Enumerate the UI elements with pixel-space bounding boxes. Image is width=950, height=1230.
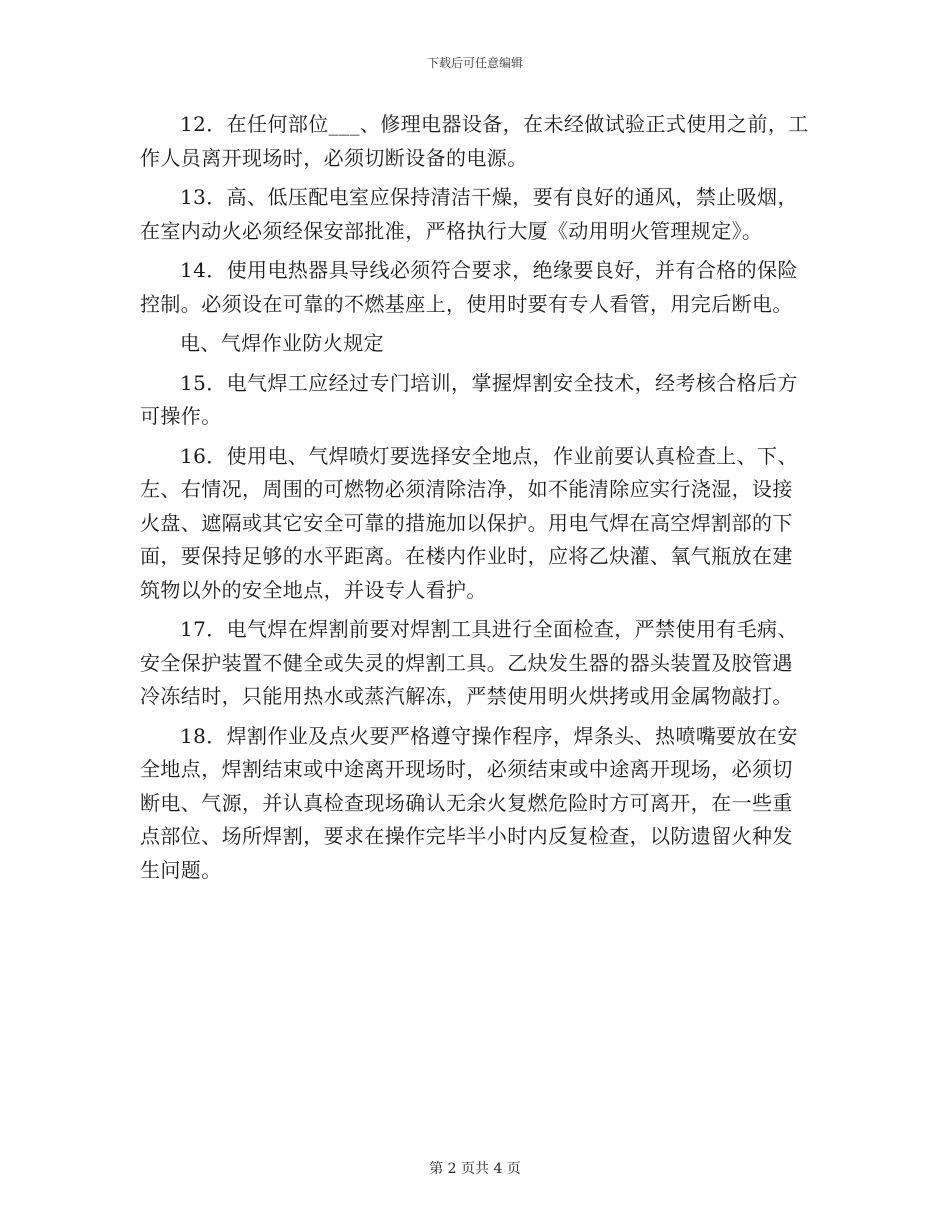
paragraph-14: 14．使用电热器具导线必须符合要求，绝缘要良好，并有合格的保险控制。必须设在可靠的不燃基座上，使用时要有专人看管，用完后断电。 (140, 258, 798, 316)
page-header: 下载后可任意编辑 (426, 56, 523, 70)
page-footer: 第 2 页共 4 页 (429, 1161, 521, 1177)
paragraph-17: 17．电气焊在焊割前要对焊割工具进行全面检查，严禁使用有毛病、安全保护装置不健全或失灵的焊割工具。乙炔发生器的器头装置及胶管遇冷冻结时，只能用热水或蒸汽解冻，严禁使用明火烘拷或用金属物敲打。 (140, 617, 798, 708)
paragraph-15: 15．电气焊工应经过专门培训，掌握焊割安全技术，经考核合格后方可操作。 (140, 370, 798, 428)
paragraph-13: 13．高、低压配电室应保持清洁干燥，要有良好的通风，禁止吸烟，在室内动火必须经保安部批准，严格执行大厦《动用明火管理规定》。 (140, 185, 798, 243)
paragraph-18: 18．焊割作业及点火要严格遵守操作程序，焊条头、热喷嘴要放在安全地点，焊割结束或中途离开现场时，必须结束或中途离开现场，必须切断电、气源，并认真检查现场确认无余火复燃危险时方可离开，在一些重点部位、场所焊割，要求在操作完毕半小时内反复检查，以防遗留火种发生问题。 (140, 723, 798, 882)
paragraph-16: 16．使用电、气焊喷灯要选择安全地点，作业前要认真检查上、下、左、右情况，周围的可燃物必须清除洁净，如不能清除应实行浇湿，设接火盘、遮隔或其它安全可靠的措施加以保护。用电气焊在高空焊割部的下面，要保持足够的水平距离。在楼内作业时，应将乙炔灌、氧气瓶放在建筑物以外的安全地点，并设专人看护。 (140, 443, 798, 602)
document-body (140, 108, 810, 887)
paragraph-12: 12．在任何部位___、修理电器设备，在未经做试验正式使用之前，工作人员离开现场时，必须切断设备的电源。 (140, 112, 809, 170)
section-heading: 电、气焊作业防火规定 (180, 331, 384, 355)
